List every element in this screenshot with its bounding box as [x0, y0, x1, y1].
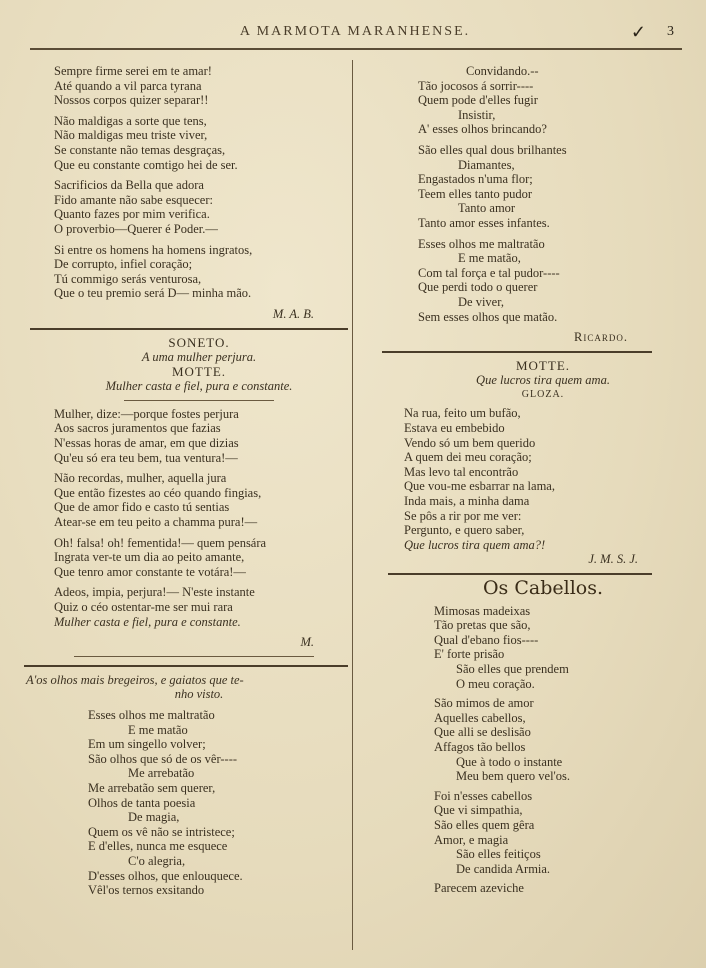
soneto-body: [54, 407, 344, 629]
stanza: [54, 407, 344, 465]
cabellos-heading: Os Cabellos.: [482, 577, 604, 599]
short-rule: [124, 400, 274, 401]
verse-line: D'esses olhos, que enlouquece.: [88, 868, 243, 883]
verse-line: A quem dei meu coração;: [404, 450, 532, 465]
verse-line: Quem pode d'elles fugir: [418, 93, 538, 108]
section-rule: [388, 573, 652, 575]
verse-line: Qual d'ebano fios----: [434, 632, 539, 647]
column-divider: [352, 60, 353, 950]
verse-line: Amor, e magia: [434, 832, 509, 847]
verse-line: Que de amor fido e casto tú sentias: [54, 500, 230, 515]
verse-line: Na rua, feito um bufão,: [404, 406, 521, 421]
motte2-text: Que lucros tira quem ama.: [476, 373, 610, 388]
verse-line: De candida Armia.: [456, 861, 551, 876]
soneto-dedication: A uma mulher perjura.: [141, 350, 257, 365]
verse-line: E me matão: [128, 722, 188, 737]
verse-line: Que eu constante comtigo hei de ser.: [54, 157, 238, 172]
motte2-heading: MOTTE.: [515, 357, 571, 373]
verse-line: Tú commigo serás venturosa,: [54, 271, 202, 286]
verse-line: O proverbio—Querer é Poder.—: [54, 221, 218, 236]
verse-line: Que lucros tira quem ama?!: [404, 537, 546, 552]
verse-line: Que alli se deslisão: [434, 725, 531, 740]
verse-line: Estava eu embebido: [404, 421, 505, 436]
motte-heading: MOTTE.: [171, 363, 227, 379]
gloza-heading: GLOZA.: [521, 388, 565, 400]
olhos-poem-continued: [418, 64, 668, 324]
verse-line: Quiz o céo ostentar-me ser mui rara: [54, 600, 233, 614]
header-rule: [30, 48, 682, 50]
verse-line: Adeos, impia, perjura!— N'este instante: [54, 585, 255, 600]
verse-line: Sacrificios da Bella que adora: [54, 178, 204, 193]
poem-first: [54, 64, 344, 301]
verse-line: De viver,: [458, 294, 505, 309]
verse-line: São olhos que só de os vêr----: [88, 751, 238, 766]
olhos-heading-line1: A'os olhos mais bregeiros, e gaiatos que te-: [26, 672, 244, 687]
right-column: [404, 64, 668, 896]
verse-line: Nossos corpos quizer separar!!: [54, 93, 209, 108]
verse-line: Teem elles tanto pudor: [418, 186, 533, 201]
verse-line: São elles qual dous brilhantes: [418, 142, 567, 157]
stanza: [54, 64, 344, 108]
verse-line: São elles que prendem: [456, 661, 569, 676]
verse-line: Tão pretas que são,: [434, 618, 531, 633]
check-mark-icon: ✓: [630, 22, 646, 42]
verse-line: C'o alegria,: [128, 853, 186, 868]
left-column: [26, 64, 344, 898]
verse-line: Quanto fazes por mim verifica.: [54, 207, 210, 222]
verse-line: Insistir,: [458, 107, 496, 122]
olhos-signature: Ricardo.: [574, 330, 628, 345]
verse-line: Aos sacros juramentos que fazias: [54, 421, 221, 436]
verse-line: A' esses olhos brincando?: [418, 122, 547, 137]
verse-line: Tanto amor: [458, 201, 516, 216]
verse-line: Qu'eu só era teu bem, tua ventura!—: [54, 450, 238, 465]
verse-line: Atear-se em teu peito a chamma pura!—: [54, 515, 258, 530]
verse-line: Esses olhos me maltratão: [88, 707, 215, 722]
stanza: [54, 243, 344, 301]
verse-line: Oh! falsa! oh! fementida!— quem pensára: [54, 535, 267, 550]
short-rule: [74, 656, 314, 657]
verse-line: Até quando a vil parca tyrana: [54, 78, 202, 93]
olhos-poem: [88, 708, 344, 898]
verse-line: Sem esses olhos que matão.: [418, 309, 558, 324]
verse-line: Vêl'os ternos exsitando: [88, 883, 205, 898]
verse-line: Me arrebatão sem querer,: [88, 780, 216, 795]
stanza: [418, 64, 668, 137]
section-rule: [24, 665, 348, 667]
verse-line: Que vi simpathia,: [434, 803, 523, 818]
soneto-signature: M.: [300, 635, 314, 650]
verse-line: Não maldigas a sorte que tens,: [54, 113, 207, 128]
section-rule: [382, 351, 652, 353]
verse-line: Pergunto, e quero saber,: [404, 523, 525, 538]
verse-line: Ingrata ver-te um dia ao peito amante,: [54, 550, 245, 565]
verse-line: Que à todo o instante: [456, 754, 563, 769]
verse-line: Não recordas, mulher, aquella jura: [54, 471, 227, 486]
verse-line: De magia,: [128, 810, 180, 825]
verse-line: Aquelles cabellos,: [434, 710, 526, 725]
verse-line: Fido amante não sabe esquecer:: [54, 192, 213, 207]
verse-line: N'essas horas de amar, em que dizias: [54, 436, 239, 451]
verse-line: Com tal força e tal pudor----: [418, 265, 560, 280]
verse-line: Mimosas madeixas: [434, 603, 531, 618]
verse-line: Mulher, dize:—porque fostes perjura: [54, 406, 239, 421]
verse-line: E me matão,: [458, 251, 521, 266]
verse-line: Mulher casta e fiel, pura e constante.: [54, 614, 241, 629]
verse-line: Que perdi todo o querer: [418, 280, 538, 295]
stanza: [54, 536, 344, 580]
verse-line: Affagos tão bellos: [434, 739, 526, 754]
verse-line: O meu coração.: [456, 676, 535, 691]
verse-line: Vendo só um bem querido: [404, 435, 536, 450]
verse-line: Quem os vê não se intristece;: [88, 824, 235, 839]
verse-line: São elles feitiços: [456, 847, 541, 862]
stanza: [54, 178, 344, 236]
section-rule: [30, 328, 348, 330]
verse-line: Mas levo tal encontrão: [404, 464, 519, 479]
gloza-signature: J. M. S. J.: [588, 552, 638, 567]
stanza: [54, 471, 344, 529]
verse-line: Meu bem quero vel'os.: [456, 769, 571, 784]
verse-line: Tanto amor esses infantes.: [418, 215, 550, 230]
poem-first-signature: M. A. B.: [272, 306, 314, 321]
verse-line: Inda mais, a minha dama: [404, 494, 530, 509]
verse-line: Engastados n'uma flor;: [418, 172, 533, 187]
newspaper-title: A MARMOTA MARANHENSE.: [239, 24, 471, 39]
verse-line: Parecem azeviche: [434, 881, 524, 896]
stanza: [418, 143, 668, 231]
verse-line: Sempre firme serei em te amar!: [54, 64, 212, 78]
verse-line: Tão jocosos á sorrir----: [418, 78, 534, 93]
stanza: [418, 237, 668, 325]
verse-line: Não maldigas meu triste viver,: [54, 128, 208, 143]
verse-line: Si entre os homens ha homens ingratos,: [54, 242, 253, 257]
verse-line: Que então fizestes ao céo quando fingias,: [54, 485, 262, 500]
page-number: 3: [667, 24, 674, 39]
verse-line: E' forte prisão: [434, 647, 505, 662]
stanza: [54, 114, 344, 172]
verse-line: Olhos de tanta poesia: [88, 795, 196, 810]
cabellos-poem: [434, 604, 668, 896]
verse-line: São elles quem gêra: [434, 817, 535, 832]
verse-line: Se constante não temas desgraças,: [54, 142, 226, 157]
verse-line: Convidando.--: [466, 64, 539, 78]
verse-line: Esses olhos me maltratão: [418, 236, 545, 251]
verse-line: São mimos de amor: [434, 696, 534, 711]
stanza: [54, 585, 344, 629]
verse-line: Que o teu premio será D— minha mão.: [54, 286, 252, 301]
verse-line: Que vou-me esbarrar na lama,: [404, 479, 555, 494]
verse-line: Diamantes,: [458, 157, 515, 172]
verse-line: Me arrebatão: [128, 766, 195, 781]
verse-line: De corrupto, infiel coração;: [54, 257, 193, 272]
page-header: [30, 20, 680, 48]
soneto-heading: SONETO.: [168, 334, 230, 350]
verse-line: Em um singello volver;: [88, 737, 206, 752]
olhos-heading-line2: nho visto.: [174, 687, 224, 702]
verse-line: Se pôs a rir por me ver:: [404, 508, 522, 523]
verse-line: E d'elles, nunca me esquece: [88, 839, 228, 854]
soneto-motte: Mulher casta e fiel, pura e constante.: [105, 379, 293, 394]
gloza-poem: [404, 406, 668, 552]
verse-line: Que tenro amor constante te votára!—: [54, 564, 246, 579]
verse-line: Foi n'esses cabellos: [434, 788, 533, 803]
